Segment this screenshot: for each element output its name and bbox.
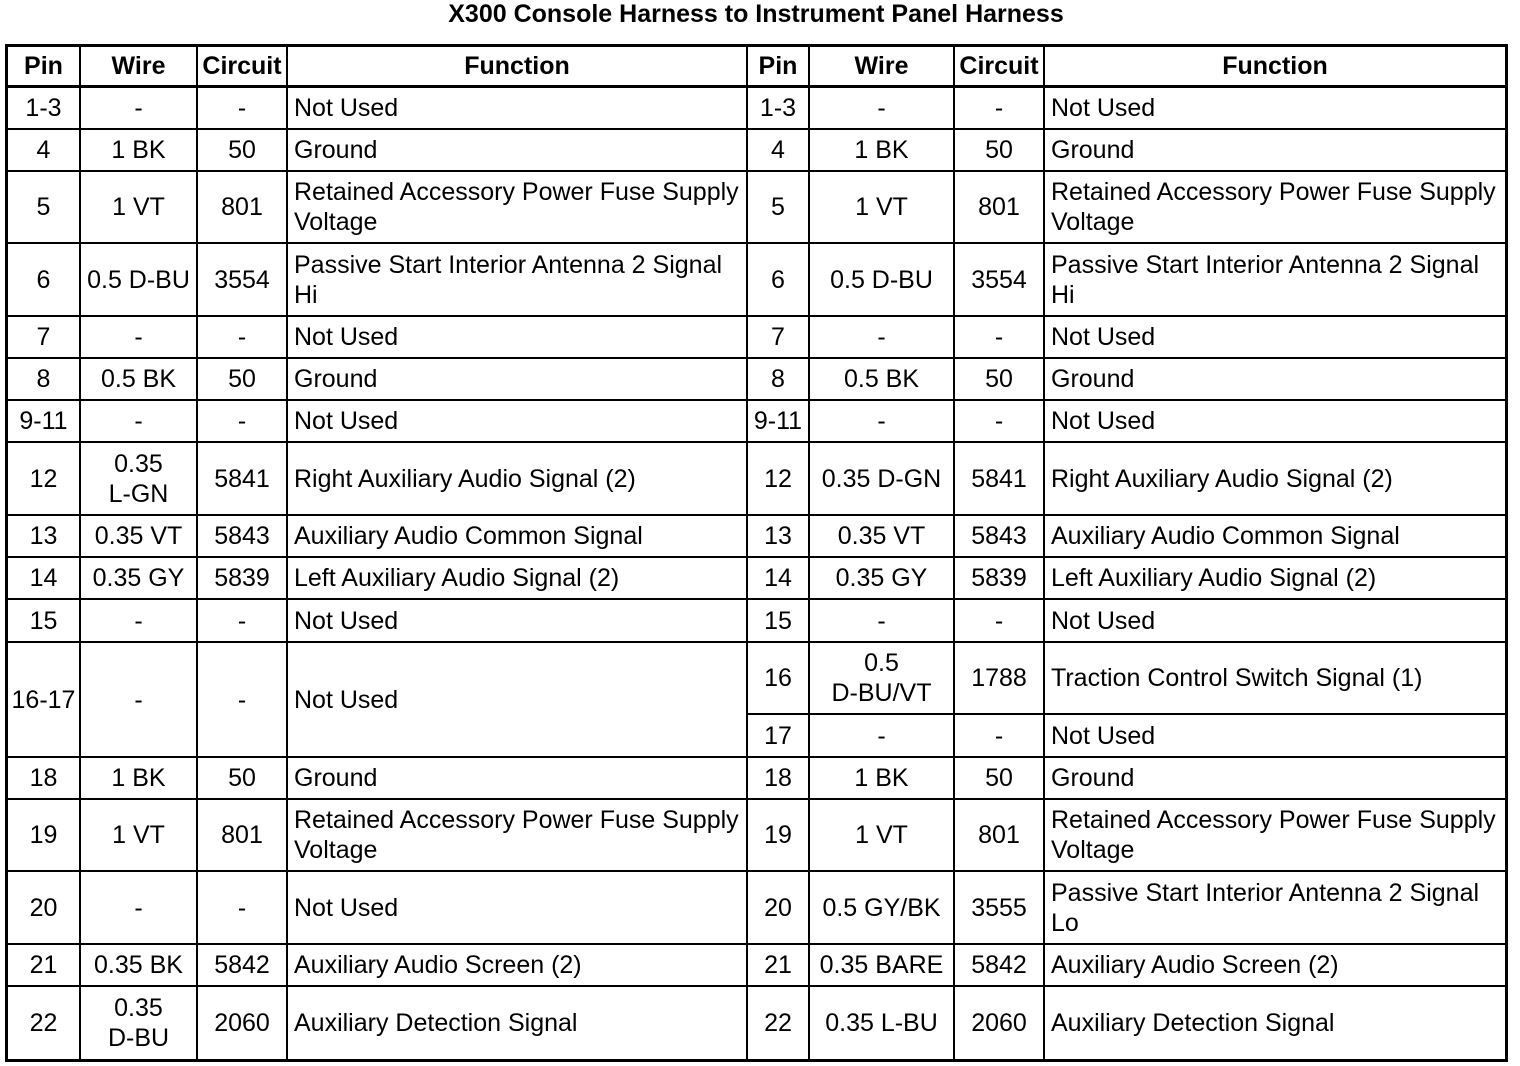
- connector-pinout-table: [5, 44, 1508, 1062]
- left-function-cell: Not Used: [288, 88, 748, 130]
- right-wire-cell: 0.5 GY/BK: [810, 872, 955, 945]
- right-pin-cell: 20: [748, 872, 810, 945]
- right-pin-cell: 17: [748, 715, 810, 758]
- right-circuit-cell: 50: [955, 359, 1045, 401]
- right-circuit-cell: 3555: [955, 872, 1045, 945]
- right-header-wire: Wire: [810, 47, 955, 88]
- left-function-cell: Not Used: [288, 600, 748, 643]
- left-circuit-cell: -: [198, 872, 288, 945]
- right-circuit-cell: 5839: [955, 558, 1045, 600]
- left-circuit-cell: -: [198, 643, 288, 758]
- right-function-cell: Auxiliary Audio Common Signal: [1045, 516, 1505, 558]
- left-pin-cell: 14: [8, 558, 81, 600]
- right-function-cell: Passive Start Interior Antenna 2 Signal Lo: [1045, 872, 1505, 945]
- left-wire-cell: 0.35 GY: [81, 558, 198, 600]
- right-wire-cell: 0.35 VT: [810, 516, 955, 558]
- right-pin-cell: 21: [748, 945, 810, 987]
- left-wire-cell: 0.35 BK: [81, 945, 198, 987]
- right-function-cell: Auxiliary Detection Signal: [1051, 1009, 1335, 1037]
- left-function-cell: Not Used: [288, 401, 748, 443]
- right-circuit-cell: 5842: [955, 945, 1045, 987]
- left-header-pin: Pin: [8, 47, 81, 88]
- right-wire-cell: -: [810, 317, 955, 359]
- right-function-cell: Not Used: [1045, 600, 1505, 643]
- left-wire-cell: 0.35 D-BU: [81, 987, 198, 1059]
- left-wire-cell: 1 BK: [81, 758, 198, 800]
- right-function-cell: Traction Control Switch Signal (1): [1045, 643, 1505, 715]
- right-pin-cell: 13: [748, 516, 810, 558]
- right-function-cell: Not Used: [1045, 715, 1505, 758]
- left-function-cell: Passive Start Interior Antenna 2 Signal Hi: [288, 244, 748, 317]
- left-wire-cell: 1 VT: [81, 800, 198, 872]
- right-circuit-cell: 801: [955, 800, 1045, 872]
- right-wire-cell: 1 VT: [810, 800, 955, 872]
- left-circuit-cell: 50: [198, 758, 288, 800]
- left-header-wire: Wire: [81, 47, 198, 88]
- right-wire-cell: 0.5 D-BU: [810, 244, 955, 317]
- right-pin-cell: 5: [748, 172, 810, 244]
- left-pin-cell: 20: [8, 872, 81, 945]
- right-function-cell: Not Used: [1045, 401, 1505, 443]
- left-wire-cell: 0.35 VT: [81, 516, 198, 558]
- right-circuit-cell: 1788: [955, 643, 1045, 715]
- right-function-cell: Not Used: [1045, 317, 1505, 359]
- left-function-cell: Not Used: [288, 317, 748, 359]
- left-wire-cell: -: [81, 872, 198, 945]
- left-wire-cell: 0.35 L-GN: [81, 443, 198, 516]
- left-circuit-cell: 50: [198, 130, 288, 172]
- right-pin-cell: 7: [748, 317, 810, 359]
- right-circuit-cell: -: [955, 715, 1045, 758]
- right-pin-cell: 6: [748, 244, 810, 317]
- page-title: X300 Console Harness to Instrument Panel Harness: [448, 0, 1064, 28]
- right-function-cell: Ground: [1045, 758, 1505, 800]
- left-header-circuit: Circuit: [198, 47, 288, 88]
- right-wire-cell: -: [810, 401, 955, 443]
- left-circuit-cell: 5841: [198, 443, 288, 516]
- right-pin-cell: 1-3: [748, 88, 810, 130]
- left-pin-cell: 7: [8, 317, 81, 359]
- right-function-cell: Retained Accessory Power Fuse Supply Voltage: [1045, 800, 1505, 872]
- left-pin-cell: 13: [8, 516, 81, 558]
- left-circuit-cell: 801: [198, 172, 288, 244]
- right-pin-cell: 8: [748, 359, 810, 401]
- left-circuit-cell: 5839: [198, 558, 288, 600]
- left-circuit-cell: -: [198, 401, 288, 443]
- right-header-function: Function: [1045, 47, 1505, 88]
- left-function-cell: Auxiliary Detection Signal: [288, 987, 748, 1059]
- right-function-cell: Auxiliary Audio Screen (2): [1045, 945, 1505, 987]
- left-function-cell: Auxiliary Audio Common Signal: [288, 516, 748, 558]
- right-pin-cell: 14: [748, 558, 810, 600]
- left-header-function: Function: [288, 47, 748, 88]
- left-wire-cell: -: [81, 88, 198, 130]
- left-pin-cell: 18: [8, 758, 81, 800]
- left-function-cell: Ground: [288, 359, 748, 401]
- left-function-cell: Ground: [288, 130, 748, 172]
- left-wire-cell: 0.5 BK: [81, 359, 198, 401]
- left-circuit-cell: 3554: [198, 244, 288, 317]
- left-circuit-cell: 50: [198, 359, 288, 401]
- right-wire-cell: 0.35 BARE: [810, 945, 955, 987]
- right-pin-cell: 4: [748, 130, 810, 172]
- left-function-cell: Not Used: [288, 872, 748, 945]
- right-circuit-cell: 5843: [955, 516, 1045, 558]
- left-wire-cell: -: [81, 317, 198, 359]
- left-function-cell: Retained Accessory Power Fuse Supply Voltage: [288, 800, 748, 872]
- right-function-cell: Ground: [1045, 359, 1505, 401]
- right-header-pin: Pin: [748, 47, 810, 88]
- left-wire-cell: -: [81, 643, 198, 758]
- right-wire-cell: -: [810, 88, 955, 130]
- right-function-cell: Retained Accessory Power Fuse Supply Voltage: [1045, 172, 1505, 244]
- left-wire-cell: 1 BK: [81, 130, 198, 172]
- right-function-cell: Right Auxiliary Audio Signal (2): [1045, 443, 1505, 516]
- right-circuit-cell: -: [955, 88, 1045, 130]
- right-wire-cell: 0.5 BK: [810, 359, 955, 401]
- left-pin-cell: 4: [8, 130, 81, 172]
- right-circuit-cell: -: [955, 600, 1045, 643]
- right-function-cell: Passive Start Interior Antenna 2 Signal Hi: [1045, 244, 1505, 317]
- right-function-cell: Ground: [1045, 130, 1505, 172]
- left-function-cell: Not Used: [288, 643, 748, 758]
- left-pin-cell: 16-17: [8, 643, 81, 758]
- left-function-cell: Right Auxiliary Audio Signal (2): [288, 443, 748, 516]
- left-function-cell: Retained Accessory Power Fuse Supply Voltage: [288, 172, 748, 244]
- right-wire-cell: -: [810, 600, 955, 643]
- left-wire-cell: 0.5 D-BU: [81, 244, 198, 317]
- right-circuit-cell: 5841: [955, 443, 1045, 516]
- right-wire-cell: 0.5 D-BU/VT: [810, 643, 955, 715]
- right-circuit-cell: 3554: [955, 244, 1045, 317]
- left-function-cell: Left Auxiliary Audio Signal (2): [288, 558, 748, 600]
- left-pin-cell: 12: [8, 443, 81, 516]
- left-circuit-cell: 2060: [198, 987, 288, 1059]
- left-pin-cell: 9-11: [8, 401, 81, 443]
- right-pin-cell: 15: [748, 600, 810, 643]
- right-pin-cell: 19: [748, 800, 810, 872]
- right-pin-cell: 18: [748, 758, 810, 800]
- left-pin-cell: 15: [8, 600, 81, 643]
- right-circuit-cell: 801: [955, 172, 1045, 244]
- left-pin-cell: 21: [8, 945, 81, 987]
- left-circuit-cell: -: [198, 600, 288, 643]
- left-pin-cell: 19: [8, 800, 81, 872]
- right-header-circuit: Circuit: [955, 47, 1045, 88]
- left-circuit-cell: -: [198, 88, 288, 130]
- left-function-cell: Ground: [288, 758, 748, 800]
- right-wire-cell: 0.35 D-GN: [810, 443, 955, 516]
- right-pin-cell: 16: [748, 643, 810, 715]
- right-circuit-cell: 2060: [955, 987, 1045, 1059]
- right-wire-cell: 0.35 L-BU: [810, 987, 955, 1059]
- right-pin-cell: 9-11: [748, 401, 810, 443]
- left-pin-cell: 6: [8, 244, 81, 317]
- right-circuit-cell: 50: [955, 130, 1045, 172]
- right-circuit-cell: -: [955, 317, 1045, 359]
- left-pin-cell: 5: [8, 172, 81, 244]
- right-wire-cell: 1 VT: [810, 172, 955, 244]
- left-wire-cell: -: [81, 600, 198, 643]
- left-pin-cell: 1-3: [8, 88, 81, 130]
- right-circuit-cell: 50: [955, 758, 1045, 800]
- left-pin-cell: 8: [8, 359, 81, 401]
- right-wire-cell: -: [810, 715, 955, 758]
- right-pin-cell: 22: [748, 987, 810, 1059]
- left-pin-cell: 22: [8, 987, 81, 1059]
- right-function-cell: Left Auxiliary Audio Signal (2): [1045, 558, 1505, 600]
- left-circuit-cell: 5842: [198, 945, 288, 987]
- right-function-cell: Not Used: [1045, 88, 1505, 130]
- left-circuit-cell: -: [198, 317, 288, 359]
- right-wire-cell: 1 BK: [810, 758, 955, 800]
- right-wire-cell: 1 BK: [810, 130, 955, 172]
- left-wire-cell: 1 VT: [81, 172, 198, 244]
- left-circuit-cell: 801: [198, 800, 288, 872]
- left-wire-cell: -: [81, 401, 198, 443]
- right-pin-cell: 12: [748, 443, 810, 516]
- right-circuit-cell: -: [955, 401, 1045, 443]
- left-circuit-cell: 5843: [198, 516, 288, 558]
- right-wire-cell: 0.35 GY: [810, 558, 955, 600]
- left-function-cell: Auxiliary Audio Screen (2): [288, 945, 748, 987]
